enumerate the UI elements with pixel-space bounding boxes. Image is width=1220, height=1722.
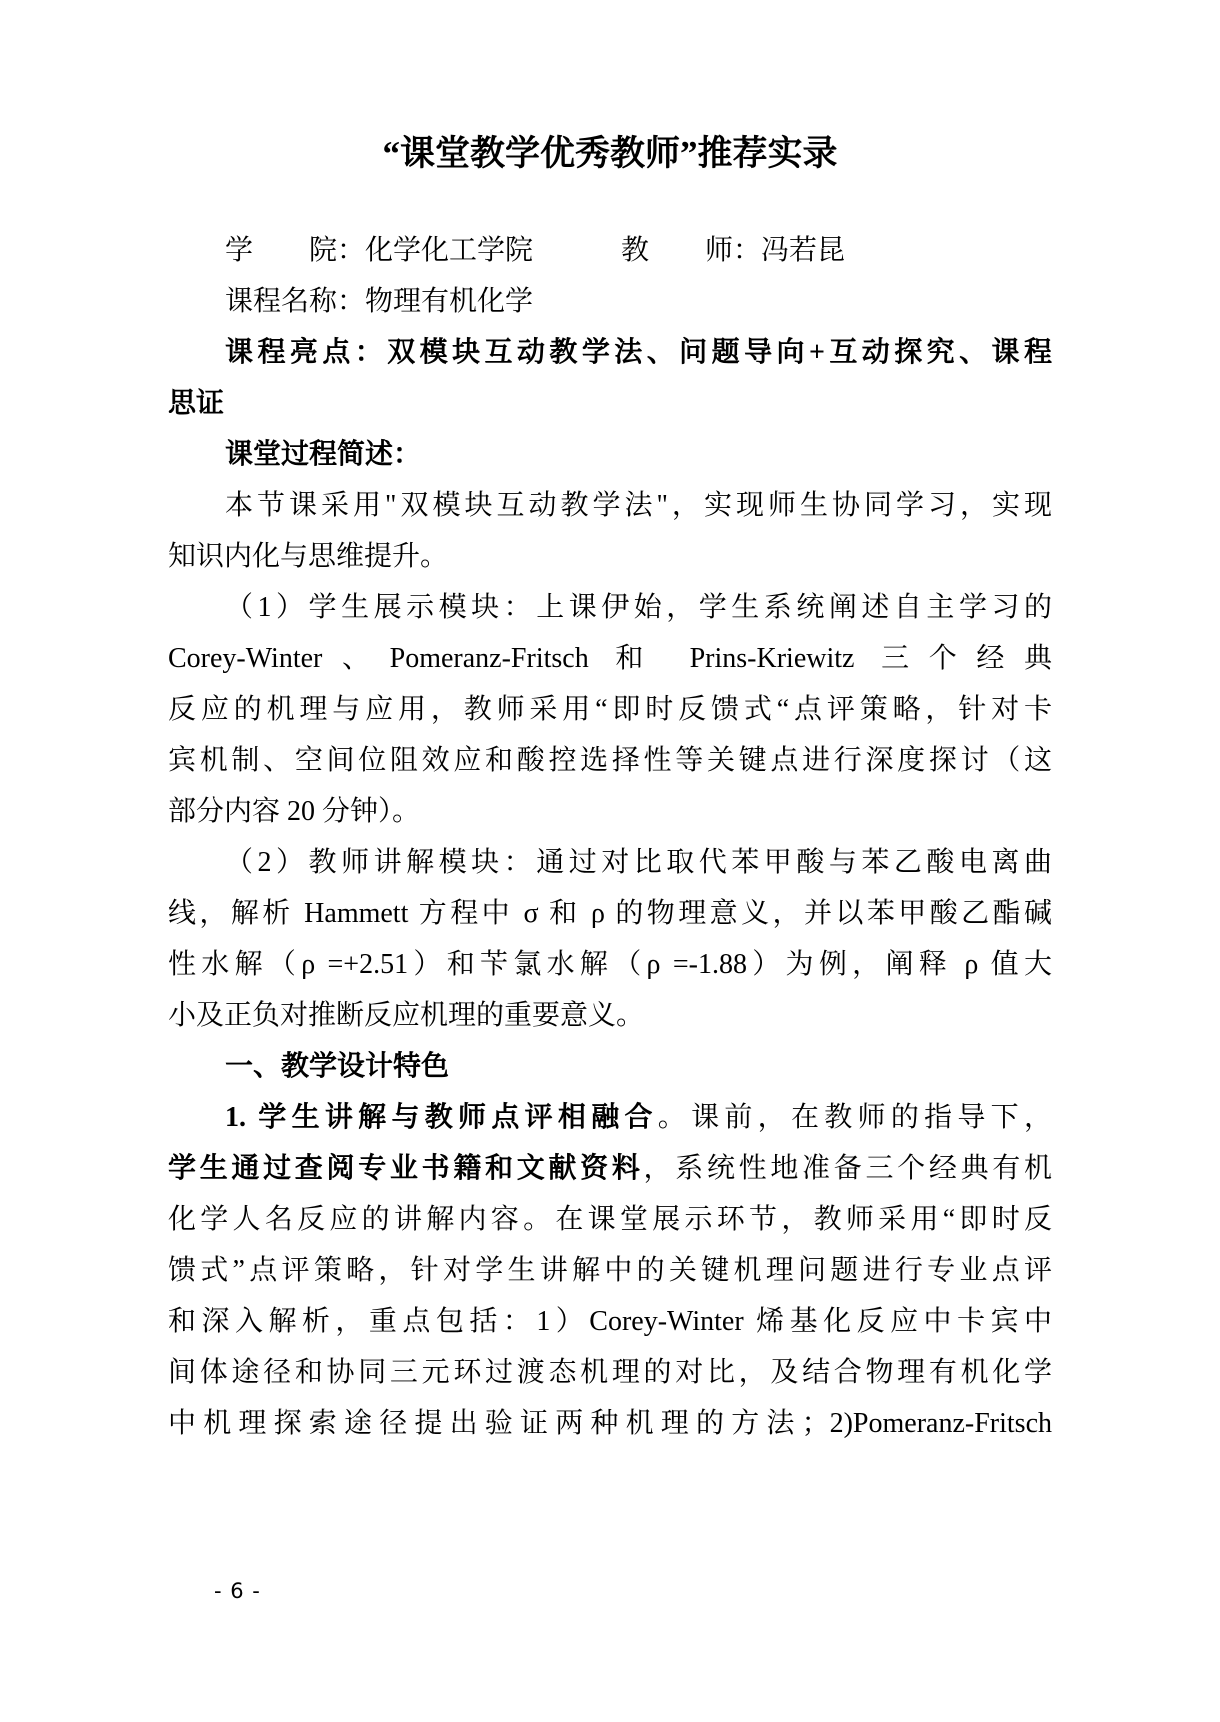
paragraph2-line4: 宾机制、空间位阻效应和酸控选择性等关键点进行深度探讨（这	[168, 745, 1052, 776]
course-highlight-line-1	[168, 327, 1052, 378]
school-value: 化学化工学院	[365, 235, 534, 266]
paragraph1-line1: 本节课采用"双模块互动教学法"，实现师生协同学习，实现	[225, 490, 1052, 521]
paragraph4-line7: 中机理探索途径提出验证两种机理的方法；2)Pomeranz-Fritsch	[168, 1408, 1052, 1439]
paragraph4-line6: 间体途径和协同三元环过渡态机理的对比，及结合物理有机化学	[168, 1357, 1052, 1388]
section-heading	[168, 1041, 1052, 1092]
teacher-value: 冯若昆	[761, 235, 846, 266]
page-number: - 6 -	[214, 1579, 261, 1603]
paragraph2-line3: 反应的机理与应用，教师采用“即时反馈式“点评策略，针对卡	[168, 694, 1052, 725]
highlight-text-1: 双模块互动教学法、问题导向+互动探究、课程	[387, 337, 1052, 368]
paragraph2-line5: 部分内容 20 分钟）。	[168, 796, 421, 827]
paragraph4-line1	[168, 1092, 1052, 1143]
process-heading	[168, 429, 1052, 480]
course-highlight-line-2	[168, 378, 1052, 429]
teacher-label: 教 师：	[621, 235, 762, 266]
highlight-text-2: 思证	[168, 388, 225, 419]
process-heading-text: 课堂过程简述：	[225, 439, 422, 470]
paragraph4-line5: 和深入解析，重点包括：1）Corey-Winter 烯基化反应中卡宾中	[168, 1306, 1052, 1337]
paragraph4-line2	[168, 1143, 1052, 1194]
section-heading-text: 一、教学设计特色	[225, 1051, 450, 1082]
paragraph4-line4: 馈式”点评策略，针对学生讲解中的关键机理问题进行专业点评	[168, 1255, 1052, 1286]
paragraph2-line2: Corey-Winter、Pomeranz-Fritsch 和 Prins-Kriewitz 三个经典	[168, 643, 1052, 674]
school-label: 学 院：	[225, 235, 366, 266]
paragraph2-line1: （1）学生展示模块：上课伊始，学生系统阐述自主学习的	[225, 592, 1052, 623]
paragraph4-line1-rest: 。课前，在教师的指导下，	[657, 1102, 1052, 1133]
info-line-school-teacher	[168, 225, 1052, 276]
paragraph1-line2: 知识内化与思维提升。	[168, 541, 449, 572]
paragraph4-line2-rest: ，系统性地准备三个经典有机	[643, 1153, 1052, 1184]
course-value: 物理有机化学	[365, 286, 534, 317]
course-label: 课程名称：	[225, 286, 366, 317]
paragraph4-line1-bold: 1. 学生讲解与教师点评相融合	[225, 1102, 658, 1133]
paragraph4-line2-bold: 学生通过查阅专业书籍和文献资料	[168, 1153, 644, 1184]
info-line-course	[168, 276, 1052, 327]
paragraph3-line2: 线，解析 Hammett 方程中 σ 和 ρ 的物理意义，并以苯甲酸乙酯碱	[168, 898, 1052, 929]
info-gap	[533, 258, 621, 259]
paragraph4-line3: 化学人名反应的讲解内容。在课堂展示环节，教师采用“即时反	[168, 1204, 1052, 1235]
document-body	[168, 225, 1052, 1449]
paragraph3-line3: 性水解（ρ =+2.51）和苄氯水解（ρ =-1.88）为例，阐释 ρ 值大	[168, 949, 1052, 980]
highlight-label: 课程亮点：	[225, 337, 388, 368]
paragraph3-line1: （2）教师讲解模块：通过对比取代苯甲酸与苯乙酸电离曲	[225, 847, 1052, 878]
paragraph3-line4: 小及正负对推断反应机理的重要意义。	[168, 1000, 645, 1031]
page-title: “课堂教学优秀教师”推荐实录	[382, 134, 838, 173]
